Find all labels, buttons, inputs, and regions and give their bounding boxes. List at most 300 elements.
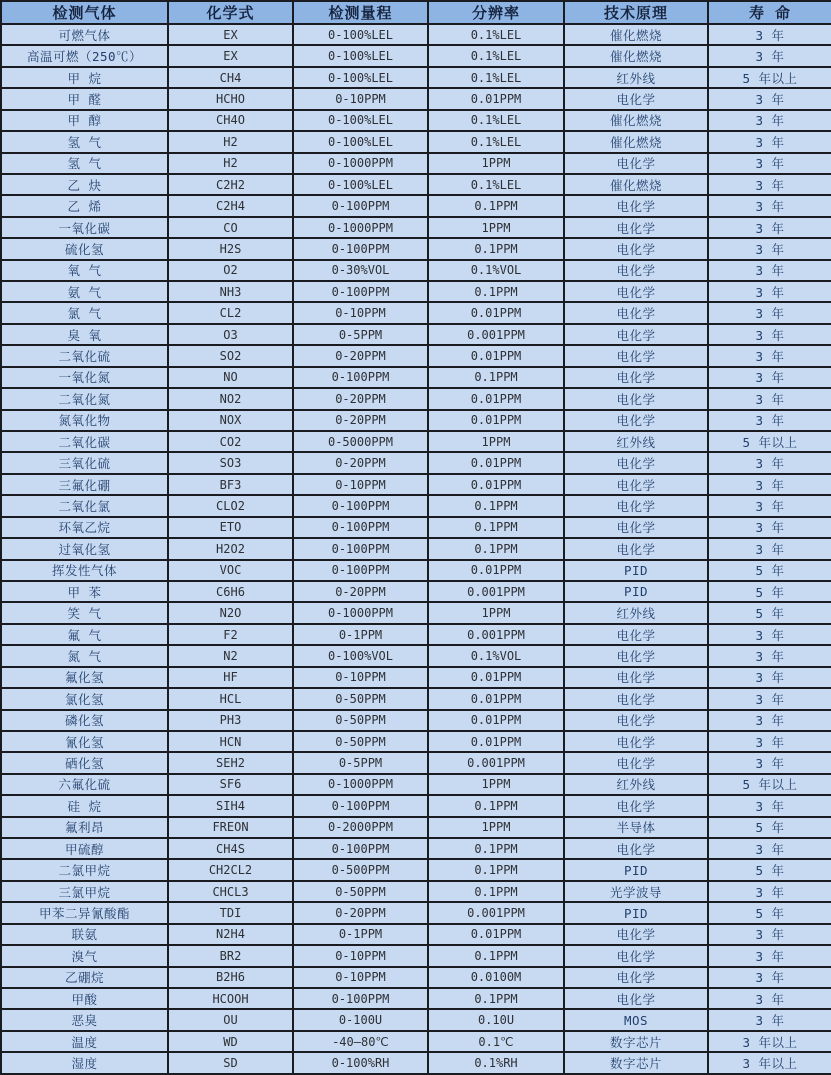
cell-range: 0-100PPM <box>293 838 428 859</box>
cell-gas: 溴气 <box>1 945 168 966</box>
cell-principle: 电化学 <box>564 731 708 752</box>
cell-principle: 催化燃烧 <box>564 131 708 152</box>
cell-resolution: 0.1PPM <box>428 517 564 538</box>
table-row <box>1 924 831 945</box>
cell-gas: 二氧化碳 <box>1 431 168 452</box>
table-row <box>1 988 831 1009</box>
table-row <box>1 581 831 602</box>
cell-resolution: 0.1%RH <box>428 1052 564 1074</box>
cell-formula: H2O2 <box>168 538 293 559</box>
table-row <box>1 602 831 623</box>
table-row <box>1 1009 831 1030</box>
cell-formula: TDI <box>168 902 293 923</box>
cell-lifespan: 5 年 <box>708 859 831 880</box>
cell-lifespan: 3 年 <box>708 688 831 709</box>
cell-range: 0-10PPM <box>293 302 428 323</box>
cell-range: 0-50PPM <box>293 710 428 731</box>
cell-principle: 电化学 <box>564 388 708 409</box>
cell-gas: 二氧化氮 <box>1 388 168 409</box>
cell-range: 0-5000PPM <box>293 431 428 452</box>
cell-formula: EX <box>168 24 293 45</box>
table-row <box>1 345 831 366</box>
cell-gas: 硒化氢 <box>1 752 168 773</box>
cell-formula: C6H6 <box>168 581 293 602</box>
cell-formula: BR2 <box>168 945 293 966</box>
cell-gas: 氟 气 <box>1 624 168 645</box>
cell-resolution: 0.1%LEL <box>428 131 564 152</box>
cell-principle: 数字芯片 <box>564 1031 708 1052</box>
cell-gas: 二氧化硫 <box>1 345 168 366</box>
cell-gas: 硅 烷 <box>1 795 168 816</box>
table-row <box>1 410 831 431</box>
cell-gas: 磷化氢 <box>1 710 168 731</box>
cell-principle: 电化学 <box>564 410 708 431</box>
cell-gas: 甲 烷 <box>1 67 168 88</box>
cell-principle: 电化学 <box>564 624 708 645</box>
cell-resolution: 1PPM <box>428 153 564 174</box>
cell-principle: 电化学 <box>564 281 708 302</box>
cell-lifespan: 3 年 <box>708 517 831 538</box>
cell-gas: 硫化氢 <box>1 238 168 259</box>
cell-resolution: 0.1PPM <box>428 195 564 216</box>
cell-principle: 电化学 <box>564 538 708 559</box>
cell-resolution: 0.10U <box>428 1009 564 1030</box>
cell-lifespan: 3 年 <box>708 667 831 688</box>
cell-principle: 电化学 <box>564 988 708 1009</box>
cell-formula: CL2 <box>168 302 293 323</box>
cell-resolution: 0.1PPM <box>428 838 564 859</box>
cell-principle: 电化学 <box>564 795 708 816</box>
cell-lifespan: 3 年以上 <box>708 1052 831 1074</box>
table-row <box>1 238 831 259</box>
table-row <box>1 645 831 666</box>
cell-resolution: 0.01PPM <box>428 388 564 409</box>
cell-range: 0-100PPM <box>293 281 428 302</box>
cell-principle: PID <box>564 859 708 880</box>
cell-lifespan: 3 年 <box>708 238 831 259</box>
cell-range: 0-100%VOL <box>293 645 428 666</box>
cell-resolution: 0.1PPM <box>428 945 564 966</box>
cell-formula: CH2CL2 <box>168 859 293 880</box>
table-row <box>1 817 831 838</box>
cell-resolution: 0.1PPM <box>428 795 564 816</box>
cell-formula: N2O <box>168 602 293 623</box>
table-row <box>1 859 831 880</box>
cell-formula: H2S <box>168 238 293 259</box>
cell-resolution: 0.0100M <box>428 967 564 988</box>
cell-formula: BF3 <box>168 474 293 495</box>
cell-resolution: 0.1PPM <box>428 859 564 880</box>
cell-gas: 湿度 <box>1 1052 168 1074</box>
cell-principle: 电化学 <box>564 945 708 966</box>
cell-resolution: 0.01PPM <box>428 88 564 109</box>
cell-lifespan: 5 年 <box>708 602 831 623</box>
cell-range: 0-10PPM <box>293 967 428 988</box>
cell-principle: MOS <box>564 1009 708 1030</box>
cell-range: 0-500PPM <box>293 859 428 880</box>
cell-lifespan: 5 年 <box>708 560 831 581</box>
cell-gas: 氟化氢 <box>1 667 168 688</box>
column-header-formula: 化学式 <box>168 1 293 24</box>
cell-range: 0-20PPM <box>293 581 428 602</box>
column-header-resolution: 分辨率 <box>428 1 564 24</box>
cell-principle: 催化燃烧 <box>564 45 708 66</box>
cell-range: 0-50PPM <box>293 688 428 709</box>
cell-resolution: 1PPM <box>428 431 564 452</box>
table-row <box>1 731 831 752</box>
cell-formula: F2 <box>168 624 293 645</box>
cell-range: 0-20PPM <box>293 452 428 473</box>
cell-range: 0-2000PPM <box>293 817 428 838</box>
cell-range: 0-100PPM <box>293 517 428 538</box>
table-row <box>1 281 831 302</box>
cell-resolution: 1PPM <box>428 602 564 623</box>
cell-formula: H2 <box>168 131 293 152</box>
table-row <box>1 431 831 452</box>
cell-lifespan: 3 年 <box>708 624 831 645</box>
cell-range: 0-1PPM <box>293 924 428 945</box>
cell-principle: 电化学 <box>564 217 708 238</box>
cell-lifespan: 3 年 <box>708 495 831 516</box>
cell-range: 0-100PPM <box>293 195 428 216</box>
cell-lifespan: 3 年 <box>708 538 831 559</box>
column-header-lifespan: 寿 命 <box>708 1 831 24</box>
cell-resolution: 0.01PPM <box>428 302 564 323</box>
table-body <box>1 24 831 1074</box>
cell-formula: O2 <box>168 260 293 281</box>
cell-range: 0-100PPM <box>293 795 428 816</box>
table-row <box>1 24 831 45</box>
cell-lifespan: 3 年 <box>708 88 831 109</box>
cell-resolution: 0.1%LEL <box>428 110 564 131</box>
table-row <box>1 624 831 645</box>
cell-gas: 氮 气 <box>1 645 168 666</box>
cell-principle: PID <box>564 902 708 923</box>
table-row <box>1 1031 831 1052</box>
cell-formula: HCOOH <box>168 988 293 1009</box>
cell-resolution: 0.1%LEL <box>428 24 564 45</box>
cell-lifespan: 3 年 <box>708 945 831 966</box>
table-row <box>1 388 831 409</box>
cell-lifespan: 3 年 <box>708 924 831 945</box>
cell-formula: CO <box>168 217 293 238</box>
table-row <box>1 67 831 88</box>
cell-formula: HF <box>168 667 293 688</box>
cell-lifespan: 5 年 <box>708 902 831 923</box>
cell-gas: 甲 醛 <box>1 88 168 109</box>
cell-lifespan: 3 年 <box>708 45 831 66</box>
cell-range: 0-100PPM <box>293 495 428 516</box>
cell-lifespan: 3 年 <box>708 967 831 988</box>
cell-range: 0-20PPM <box>293 902 428 923</box>
cell-principle: 电化学 <box>564 688 708 709</box>
cell-range: 0-5PPM <box>293 752 428 773</box>
cell-resolution: 0.1PPM <box>428 538 564 559</box>
cell-formula: CLO2 <box>168 495 293 516</box>
table-row <box>1 452 831 473</box>
cell-lifespan: 3 年 <box>708 988 831 1009</box>
table-row <box>1 174 831 195</box>
cell-formula: WD <box>168 1031 293 1052</box>
table-row <box>1 474 831 495</box>
cell-principle: 红外线 <box>564 602 708 623</box>
cell-range: 0-100PPM <box>293 538 428 559</box>
cell-principle: 催化燃烧 <box>564 174 708 195</box>
table-row <box>1 710 831 731</box>
cell-principle: 催化燃烧 <box>564 24 708 45</box>
cell-principle: 电化学 <box>564 495 708 516</box>
cell-formula: HCHO <box>168 88 293 109</box>
cell-formula: EX <box>168 45 293 66</box>
cell-resolution: 0.01PPM <box>428 474 564 495</box>
cell-formula: CH4S <box>168 838 293 859</box>
cell-formula: N2 <box>168 645 293 666</box>
cell-resolution: 1PPM <box>428 217 564 238</box>
cell-gas: 过氧化氢 <box>1 538 168 559</box>
cell-formula: SEH2 <box>168 752 293 773</box>
cell-gas: 氨 气 <box>1 281 168 302</box>
cell-formula: SO2 <box>168 345 293 366</box>
cell-formula: C2H2 <box>168 174 293 195</box>
cell-gas: 氯化氢 <box>1 688 168 709</box>
cell-resolution: 0.01PPM <box>428 688 564 709</box>
cell-formula: O3 <box>168 324 293 345</box>
cell-resolution: 0.01PPM <box>428 410 564 431</box>
cell-range: 0-100U <box>293 1009 428 1030</box>
cell-gas: 氢 气 <box>1 153 168 174</box>
cell-lifespan: 3 年 <box>708 131 831 152</box>
cell-range: 0-100%LEL <box>293 174 428 195</box>
cell-formula: VOC <box>168 560 293 581</box>
cell-range: 0-30%VOL <box>293 260 428 281</box>
cell-range: 0-5PPM <box>293 324 428 345</box>
cell-formula: SD <box>168 1052 293 1074</box>
cell-principle: 电化学 <box>564 924 708 945</box>
cell-gas: 二氯甲烷 <box>1 859 168 880</box>
cell-formula: SO3 <box>168 452 293 473</box>
cell-formula: ETO <box>168 517 293 538</box>
cell-resolution: 0.1%VOL <box>428 260 564 281</box>
cell-range: 0-50PPM <box>293 731 428 752</box>
cell-range: 0-1000PPM <box>293 774 428 795</box>
column-header-gas: 检测气体 <box>1 1 168 24</box>
table-row <box>1 302 831 323</box>
cell-gas: 氧 气 <box>1 260 168 281</box>
cell-resolution: 0.01PPM <box>428 710 564 731</box>
table-row <box>1 945 831 966</box>
cell-lifespan: 3 年 <box>708 731 831 752</box>
cell-resolution: 0.1℃ <box>428 1031 564 1052</box>
table-row <box>1 324 831 345</box>
cell-range: 0-1PPM <box>293 624 428 645</box>
cell-gas: 高温可燃（250℃） <box>1 45 168 66</box>
cell-lifespan: 3 年 <box>708 1009 831 1030</box>
cell-formula: CH4 <box>168 67 293 88</box>
cell-lifespan: 3 年 <box>708 302 831 323</box>
cell-lifespan: 5 年以上 <box>708 67 831 88</box>
cell-gas: 甲硫醇 <box>1 838 168 859</box>
cell-resolution: 0.01PPM <box>428 731 564 752</box>
cell-principle: 电化学 <box>564 238 708 259</box>
table-row <box>1 538 831 559</box>
cell-gas: 甲 苯 <box>1 581 168 602</box>
table-row <box>1 838 831 859</box>
cell-formula: NO2 <box>168 388 293 409</box>
cell-formula: B2H6 <box>168 967 293 988</box>
cell-lifespan: 3 年 <box>708 795 831 816</box>
table-row <box>1 367 831 388</box>
cell-formula: N2H4 <box>168 924 293 945</box>
table-row <box>1 1052 831 1074</box>
cell-lifespan: 3 年 <box>708 410 831 431</box>
cell-resolution: 0.1PPM <box>428 881 564 902</box>
cell-resolution: 0.001PPM <box>428 624 564 645</box>
cell-range: 0-100%RH <box>293 1052 428 1074</box>
cell-lifespan: 3 年 <box>708 452 831 473</box>
cell-principle: 催化燃烧 <box>564 110 708 131</box>
cell-gas: 氯 气 <box>1 302 168 323</box>
cell-lifespan: 3 年 <box>708 174 831 195</box>
cell-range: 0-100%LEL <box>293 110 428 131</box>
cell-gas: 乙硼烷 <box>1 967 168 988</box>
cell-gas: 氮氧化物 <box>1 410 168 431</box>
table-row <box>1 967 831 988</box>
cell-principle: 电化学 <box>564 710 708 731</box>
table-row <box>1 45 831 66</box>
cell-gas: 甲苯二异氰酸酯 <box>1 902 168 923</box>
cell-range: -40—80℃ <box>293 1031 428 1052</box>
cell-resolution: 0.1%VOL <box>428 645 564 666</box>
cell-principle: 半导体 <box>564 817 708 838</box>
cell-resolution: 0.1PPM <box>428 367 564 388</box>
cell-principle: 电化学 <box>564 838 708 859</box>
cell-formula: SF6 <box>168 774 293 795</box>
cell-range: 0-100%LEL <box>293 45 428 66</box>
cell-resolution: 0.1PPM <box>428 281 564 302</box>
cell-range: 0-50PPM <box>293 881 428 902</box>
cell-gas: 二氧化氯 <box>1 495 168 516</box>
cell-gas: 乙 炔 <box>1 174 168 195</box>
cell-formula: HCN <box>168 731 293 752</box>
cell-principle: 电化学 <box>564 260 708 281</box>
cell-resolution: 0.01PPM <box>428 667 564 688</box>
cell-lifespan: 5 年 <box>708 581 831 602</box>
cell-formula: CO2 <box>168 431 293 452</box>
cell-lifespan: 3 年 <box>708 195 831 216</box>
cell-gas: 臭 氧 <box>1 324 168 345</box>
column-header-principle: 技术原理 <box>564 1 708 24</box>
cell-principle: 红外线 <box>564 774 708 795</box>
cell-formula: HCL <box>168 688 293 709</box>
cell-gas: 可燃气体 <box>1 24 168 45</box>
table-row <box>1 881 831 902</box>
cell-range: 0-100%LEL <box>293 67 428 88</box>
cell-lifespan: 5 年 <box>708 817 831 838</box>
cell-resolution: 0.01PPM <box>428 924 564 945</box>
cell-gas: 氰化氢 <box>1 731 168 752</box>
cell-gas: 六氟化硫 <box>1 774 168 795</box>
cell-formula: SIH4 <box>168 795 293 816</box>
cell-lifespan: 3 年 <box>708 260 831 281</box>
cell-principle: PID <box>564 560 708 581</box>
cell-formula: C2H4 <box>168 195 293 216</box>
cell-resolution: 0.01PPM <box>428 560 564 581</box>
cell-principle: 电化学 <box>564 88 708 109</box>
cell-resolution: 0.1PPM <box>428 988 564 1009</box>
table-row <box>1 88 831 109</box>
cell-lifespan: 3 年 <box>708 881 831 902</box>
cell-gas: 三氯甲烷 <box>1 881 168 902</box>
cell-lifespan: 5 年以上 <box>708 774 831 795</box>
cell-range: 0-100%LEL <box>293 24 428 45</box>
cell-range: 0-100PPM <box>293 238 428 259</box>
cell-lifespan: 3 年 <box>708 388 831 409</box>
cell-formula: NOX <box>168 410 293 431</box>
cell-resolution: 0.1%LEL <box>428 174 564 195</box>
cell-range: 0-10PPM <box>293 88 428 109</box>
cell-gas: 温度 <box>1 1031 168 1052</box>
table-row <box>1 667 831 688</box>
cell-resolution: 0.01PPM <box>428 452 564 473</box>
table-row <box>1 153 831 174</box>
cell-principle: 电化学 <box>564 195 708 216</box>
cell-resolution: 0.1%LEL <box>428 45 564 66</box>
cell-range: 0-10PPM <box>293 474 428 495</box>
cell-lifespan: 3 年 <box>708 217 831 238</box>
cell-range: 0-100PPM <box>293 988 428 1009</box>
cell-gas: 一氧化氮 <box>1 367 168 388</box>
cell-lifespan: 3 年 <box>708 367 831 388</box>
cell-resolution: 0.001PPM <box>428 581 564 602</box>
cell-principle: 电化学 <box>564 752 708 773</box>
cell-principle: 电化学 <box>564 517 708 538</box>
cell-principle: 光学波导 <box>564 881 708 902</box>
cell-formula: H2 <box>168 153 293 174</box>
cell-lifespan: 3 年 <box>708 838 831 859</box>
cell-gas: 联氨 <box>1 924 168 945</box>
table-row <box>1 795 831 816</box>
table-row <box>1 131 831 152</box>
cell-principle: 红外线 <box>564 431 708 452</box>
cell-principle: 电化学 <box>564 345 708 366</box>
table-row <box>1 560 831 581</box>
table-row <box>1 752 831 773</box>
cell-formula: PH3 <box>168 710 293 731</box>
cell-range: 0-20PPM <box>293 345 428 366</box>
cell-principle: 电化学 <box>564 367 708 388</box>
cell-lifespan: 3 年以上 <box>708 1031 831 1052</box>
cell-range: 0-100PPM <box>293 367 428 388</box>
table-row <box>1 110 831 131</box>
table-row <box>1 195 831 216</box>
cell-resolution: 1PPM <box>428 817 564 838</box>
cell-range: 0-1000PPM <box>293 602 428 623</box>
cell-resolution: 0.1%LEL <box>428 67 564 88</box>
cell-resolution: 0.001PPM <box>428 902 564 923</box>
cell-principle: 电化学 <box>564 452 708 473</box>
cell-principle: 电化学 <box>564 324 708 345</box>
cell-range: 0-20PPM <box>293 388 428 409</box>
cell-range: 0-10PPM <box>293 945 428 966</box>
cell-lifespan: 3 年 <box>708 153 831 174</box>
cell-lifespan: 5 年以上 <box>708 431 831 452</box>
cell-principle: PID <box>564 581 708 602</box>
cell-gas: 恶臭 <box>1 1009 168 1030</box>
cell-gas: 三氟化硼 <box>1 474 168 495</box>
cell-gas: 甲酸 <box>1 988 168 1009</box>
cell-resolution: 0.1PPM <box>428 495 564 516</box>
cell-gas: 乙 烯 <box>1 195 168 216</box>
